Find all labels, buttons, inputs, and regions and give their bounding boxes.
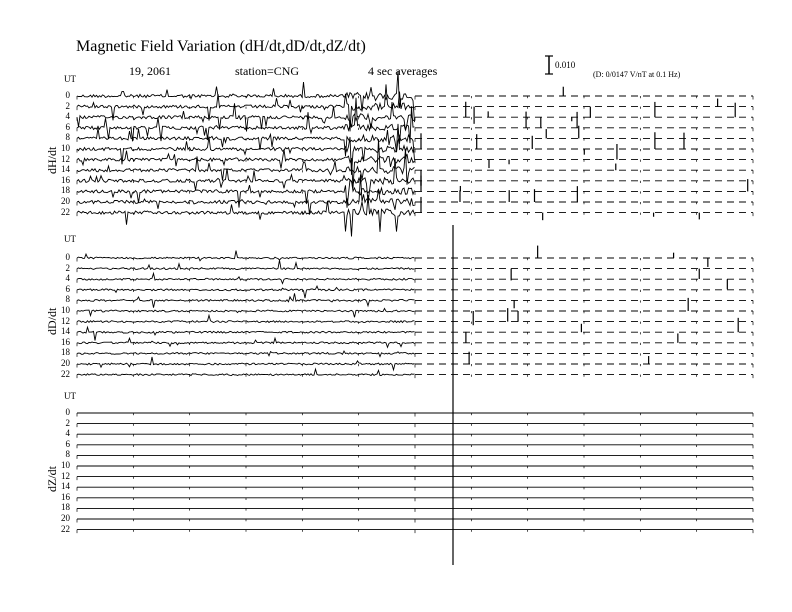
hour-tick-label: 10 xyxy=(61,460,70,470)
hour-tick-label: 20 xyxy=(61,513,70,523)
hour-tick-label: 22 xyxy=(61,368,70,379)
hour-tick-label: 6 xyxy=(65,283,70,294)
hour-tick-label: 0 xyxy=(65,407,70,417)
chart-title: Magnetic Field Variation (dH/dt,dD/dt,dZ/dt) xyxy=(76,38,366,55)
trace-dhdt-14 xyxy=(77,139,415,185)
hour-tick-label: 20 xyxy=(61,196,70,206)
hour-tick-label: 4 xyxy=(65,111,70,122)
hour-tick-label: 0 xyxy=(65,252,70,262)
trace-dddt-18 xyxy=(77,351,415,356)
hour-tick-label: 22 xyxy=(61,206,70,217)
ut-label: UT xyxy=(64,234,76,244)
hour-tick-label: 2 xyxy=(65,417,70,428)
trace-dddt-22 xyxy=(77,369,415,375)
trace-dddt-16 xyxy=(77,338,415,347)
trace-dddt-2 xyxy=(77,260,415,269)
hour-tick-label: 8 xyxy=(65,132,70,143)
hour-tick-label: 18 xyxy=(61,502,70,513)
hour-tick-label: 4 xyxy=(65,273,70,284)
hour-tick-label: 18 xyxy=(61,347,70,358)
hour-tick-label: 6 xyxy=(65,438,70,449)
hour-tick-label: 6 xyxy=(65,121,70,132)
hour-tick-label: 8 xyxy=(65,294,70,305)
hour-tick-label: 14 xyxy=(61,481,70,492)
hour-tick-label: 4 xyxy=(65,428,70,439)
hour-tick-label: 0 xyxy=(65,90,70,100)
hour-tick-label: 10 xyxy=(61,305,70,315)
scale-value-label: 0.010 xyxy=(555,60,576,70)
hour-tick-label: 2 xyxy=(65,262,70,273)
ut-label: UT xyxy=(64,391,76,401)
ut-label: UT xyxy=(64,74,76,84)
trace-dhdt-0 xyxy=(77,71,415,122)
trace-dddt-8 xyxy=(77,293,415,307)
hour-tick-label: 16 xyxy=(61,491,70,502)
hour-tick-label: 18 xyxy=(61,185,70,196)
station-label: station=CNG xyxy=(235,64,300,78)
averaging-label: 4 sec averages xyxy=(368,64,438,78)
hour-tick-label: 20 xyxy=(61,358,70,368)
hour-tick-label: 16 xyxy=(61,336,70,347)
hour-tick-label: 10 xyxy=(61,143,70,153)
hour-tick-label: 14 xyxy=(61,164,70,175)
trace-dddt-6 xyxy=(77,286,415,298)
panel-ylabel-dzdt: dZ/dt xyxy=(45,466,59,492)
trace-dddt-4 xyxy=(77,273,415,283)
panel-ylabel-dddt: dD/dt xyxy=(45,307,59,335)
trace-dddt-12 xyxy=(77,315,415,322)
scale-bar xyxy=(545,56,553,74)
hour-tick-label: 22 xyxy=(61,523,70,534)
hour-tick-label: 12 xyxy=(61,153,70,164)
hour-tick-label: 14 xyxy=(61,326,70,337)
hour-tick-label: 16 xyxy=(61,174,70,185)
trace-dddt-20 xyxy=(77,357,415,370)
hour-tick-label: 8 xyxy=(65,449,70,460)
hour-tick-label: 2 xyxy=(65,100,70,111)
hour-tick-label: 12 xyxy=(61,470,70,481)
date-label: 19, 2061 xyxy=(129,64,171,78)
sensitivity-label: (D: 0/0147 V/nT at 0.1 Hz) xyxy=(593,70,681,79)
hour-tick-label: 12 xyxy=(61,315,70,326)
panel-ylabel-dhdt: dH/dt xyxy=(45,146,59,174)
